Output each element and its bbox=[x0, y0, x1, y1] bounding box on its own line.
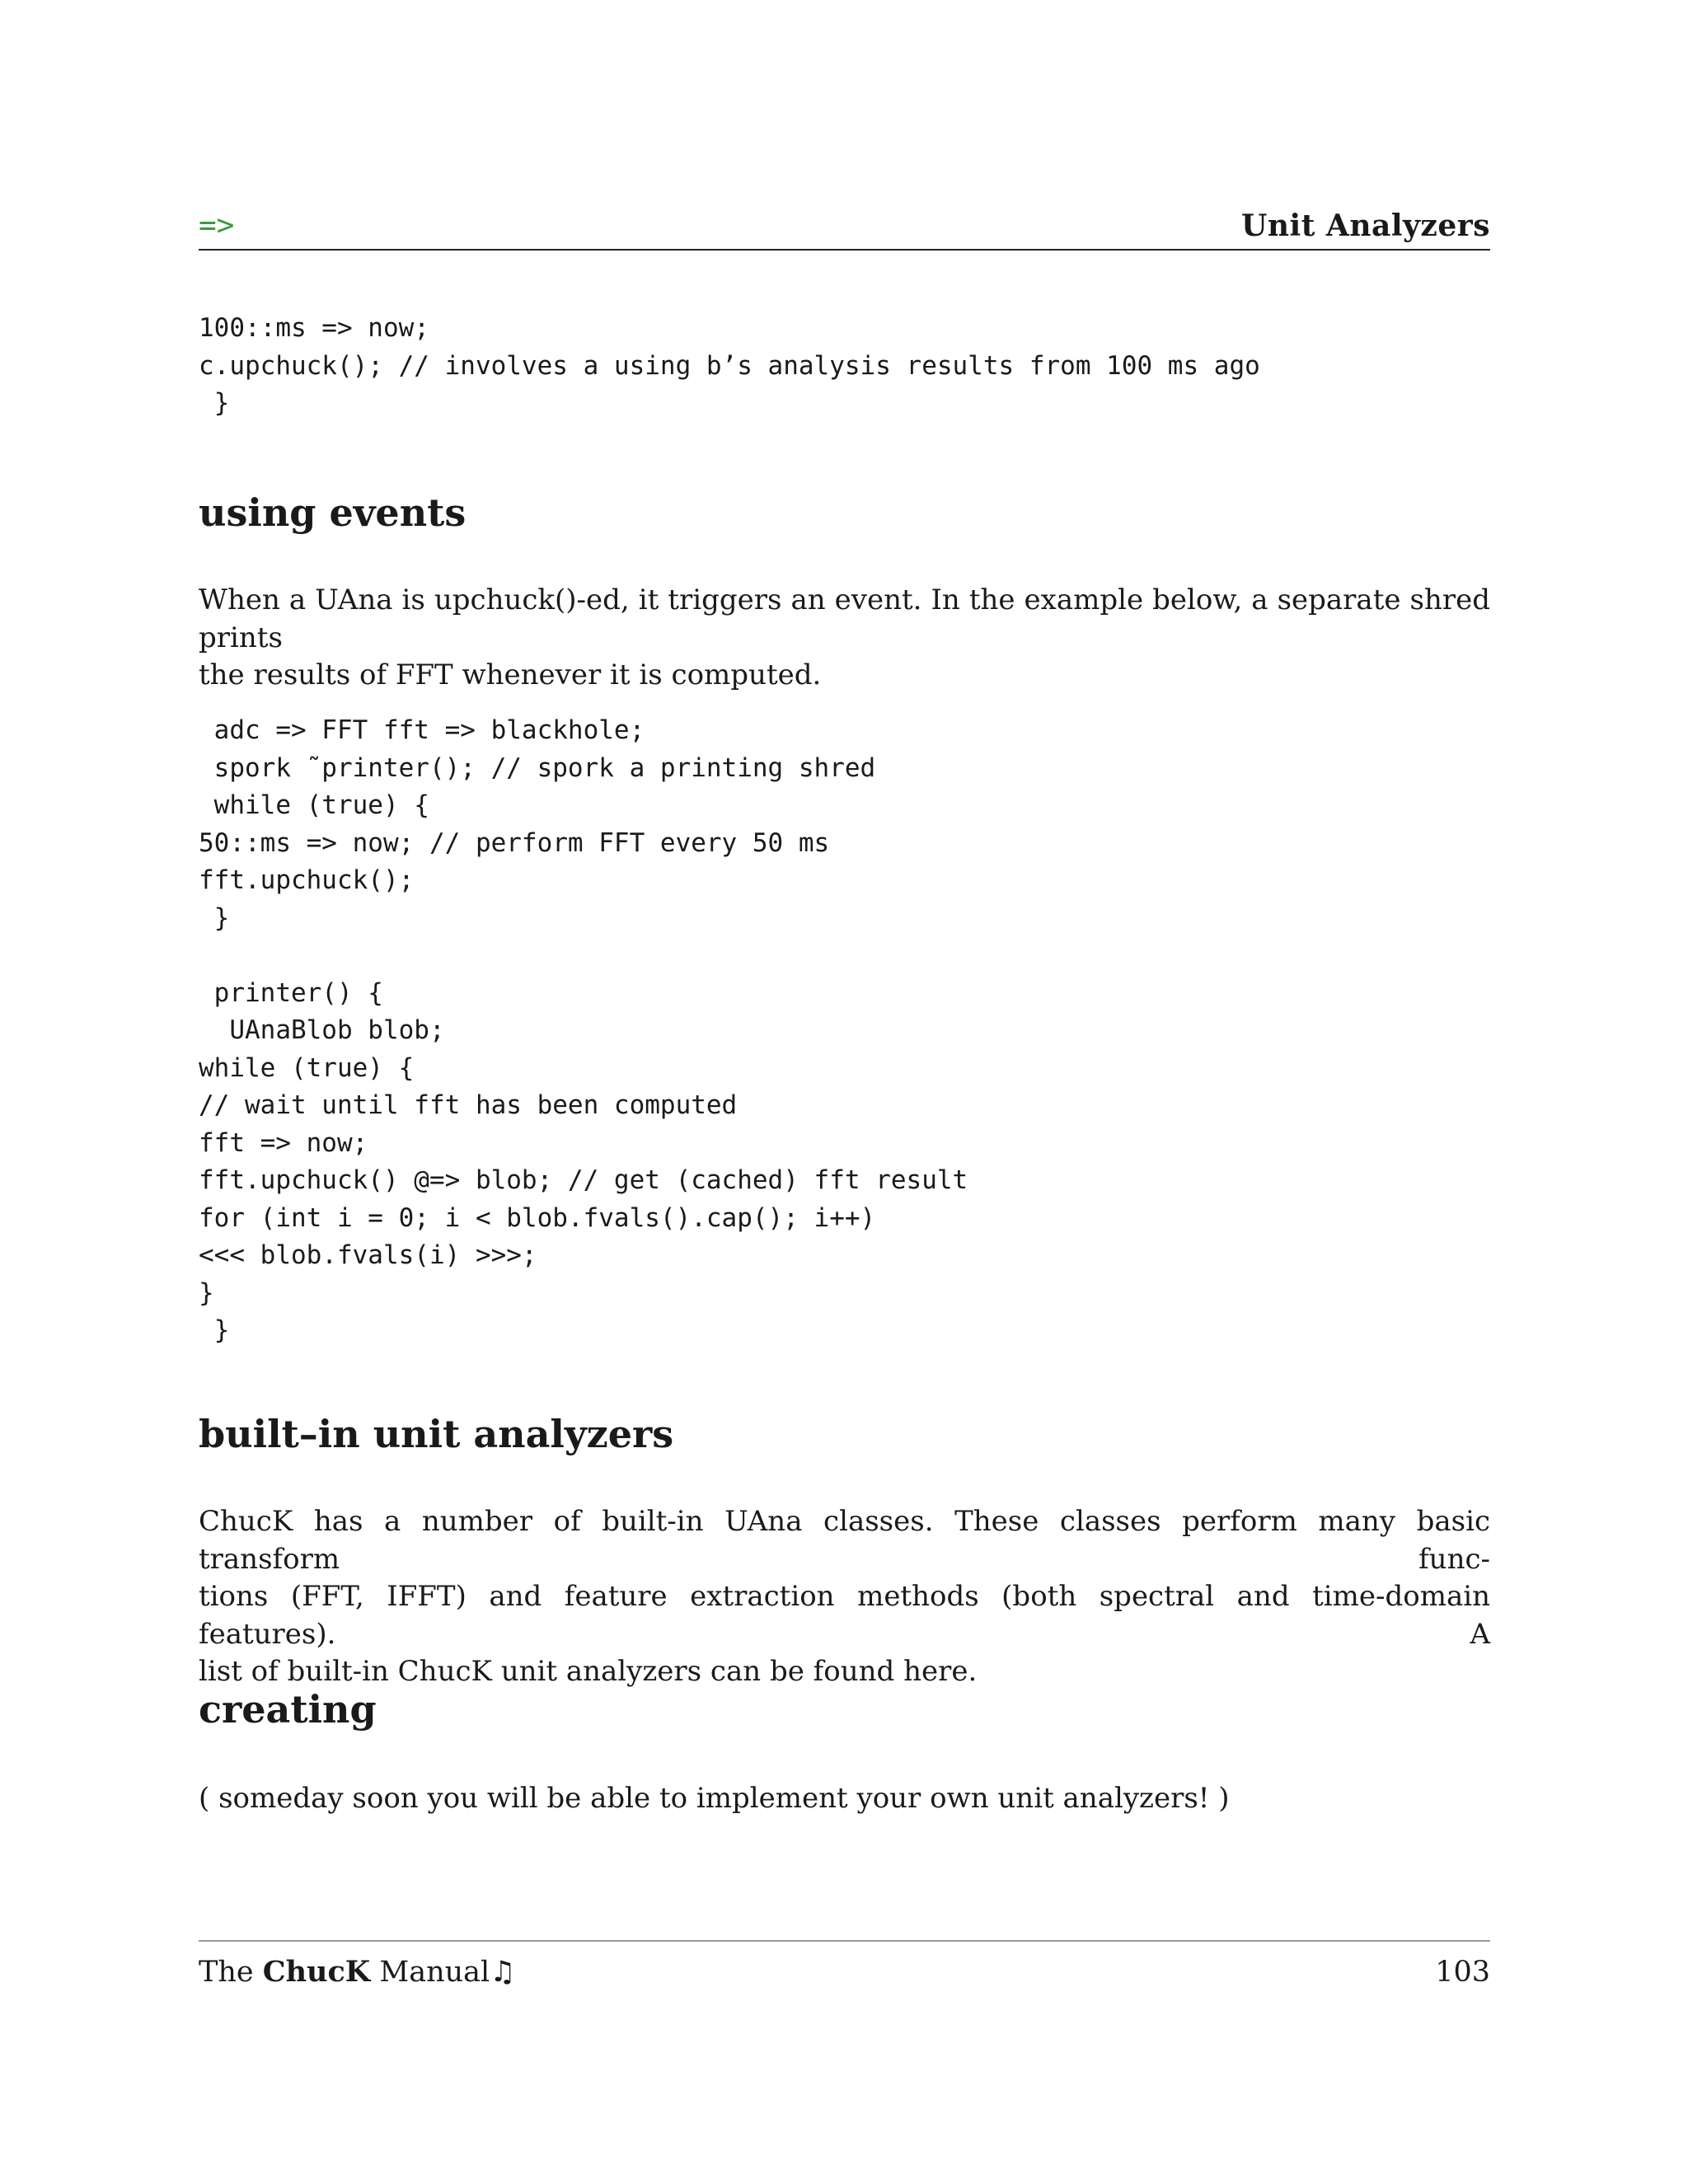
code-line: // wait until fft has been computed bbox=[199, 1090, 738, 1120]
manual-page bbox=[199, 0, 1490, 2184]
paragraph-line: list of built-in ChucK unit analyzers can be found here. bbox=[199, 1655, 978, 1688]
paragraph-line: tions (FFT, IFFT) and feature extraction methods (both spectral and time-domain features). A bbox=[199, 1580, 1490, 1651]
running-header bbox=[199, 206, 1490, 251]
chuck-operator-symbol: => bbox=[199, 209, 235, 242]
code-line: UAnaBlob blob; bbox=[199, 1015, 445, 1045]
code-line: fft.upchuck() @=> blob; // get (cached) fft result bbox=[199, 1165, 968, 1195]
page-number: 103 bbox=[1435, 1956, 1490, 1989]
footer-suffix: Manual♫ bbox=[379, 1956, 516, 1989]
paragraph-line: When a UAna is upchuck()-ed, it triggers an event. In the example below, a separate shred prints bbox=[199, 583, 1490, 654]
code-line: } bbox=[199, 1277, 214, 1308]
code-line: for (int i = 0; i < blob.fvals().cap(); i++) bbox=[199, 1202, 876, 1233]
code-line: } bbox=[199, 1315, 230, 1345]
paragraph-using-events bbox=[199, 582, 1490, 695]
code-line: while (true) { bbox=[199, 790, 429, 820]
paragraph-line: ChucK has a number of built-in UAna classes. These classes perform many basic transform func- bbox=[199, 1505, 1490, 1576]
code-line: } bbox=[199, 388, 230, 418]
code-line: fft.upchuck(); bbox=[199, 865, 415, 895]
paragraph-line: the results of FFT whenever it is computed. bbox=[199, 658, 822, 691]
code-line: c.upchuck(); // involves a using b’s analysis results from 100 ms ago bbox=[199, 350, 1260, 381]
code-line: adc => FFT fft => blackhole; bbox=[199, 715, 645, 745]
code-line: fft => now; bbox=[199, 1127, 368, 1158]
manual-title bbox=[199, 1953, 516, 1991]
section-title-using-events: using events bbox=[199, 490, 467, 535]
code-block-upchuck bbox=[199, 310, 1260, 423]
chapter-title: Unit Analyzers bbox=[1240, 209, 1490, 243]
code-line: printer() { bbox=[199, 977, 383, 1008]
paragraph-builtin-analyzers bbox=[199, 1503, 1490, 1691]
paragraph-creating bbox=[199, 1780, 1490, 1818]
paragraph-line: ( someday soon you will be able to implement your own unit analyzers! ) bbox=[199, 1782, 1230, 1815]
code-line: while (true) { bbox=[199, 1052, 415, 1083]
code-blank-line bbox=[199, 937, 968, 975]
running-footer bbox=[199, 1940, 1490, 1991]
code-line: } bbox=[199, 902, 230, 933]
section-title-builtin-analyzers: built–in unit analyzers bbox=[199, 1412, 674, 1456]
footer-brand-name: ChucK bbox=[262, 1955, 371, 1989]
code-line: 100::ms => now; bbox=[199, 313, 429, 343]
code-block-events bbox=[199, 712, 968, 1350]
footer-prefix: The bbox=[199, 1956, 254, 1989]
section-title-creating: creating bbox=[199, 1687, 377, 1732]
code-line: <<< blob.fvals(i) >>>; bbox=[199, 1240, 537, 1270]
code-line: 50::ms => now; // perform FFT every 50 ms bbox=[199, 827, 830, 858]
code-line: spork ˜printer(); // spork a printing shred bbox=[199, 752, 876, 783]
